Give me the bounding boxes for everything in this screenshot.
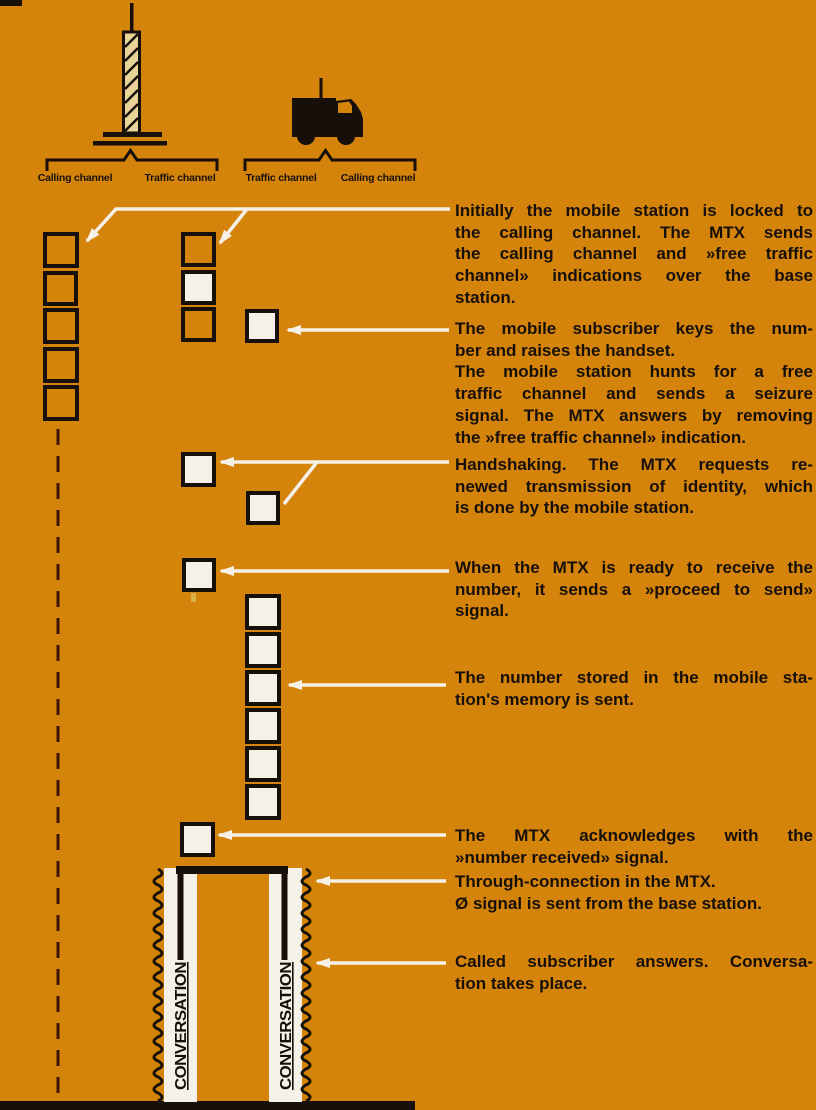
label-base-calling-channel: Calling channel [37,172,113,184]
annotation-line: station. [455,287,516,307]
annotation-line: the calling channel and »free traffic [455,244,813,264]
conversation-label-right: CONVERSATION [278,968,295,1090]
scan-artifact-bottom [0,1101,415,1110]
mobile-station-bracket [245,151,415,172]
annotation-line: The mobile subscriber keys the num- [455,319,813,338]
label-base-traffic-channel: Traffic channel [144,172,216,184]
annotation-line: the »free traffic channel» indication. [455,427,746,447]
radio-tower-icon [93,3,167,146]
annotation-line: newed transmission of identity, which [455,476,813,496]
annotation-proceed-to-send [455,557,813,622]
arrow-locked-to-calling-left [87,209,450,241]
annotation-line: »number received» signal. [455,847,669,867]
annotation-line: tion takes place. [455,973,588,993]
annotation-line: Ø signal is sent from the base station. [455,893,763,913]
annotation-line: When the MTX is ready to receive the [455,558,813,577]
annotation-conversation [455,951,813,994]
zigzag-left [154,869,162,1101]
annotation-line: The mobile station hunts for a free [455,362,813,382]
tick-mark [191,593,196,602]
annotation-seizure [455,318,813,448]
annotation-number-received [455,825,813,868]
conversation-frame [154,866,310,1102]
annotation-arrows [87,209,450,963]
annotation-line: number, it sends a »proceed to send» [455,579,813,599]
zigzag-right [302,869,310,1101]
annotation-line: signal. The MTX answers by removing [455,405,813,425]
annotation-line: Through-connection in the MTX. [455,872,716,891]
annotation-line: traffic channel and sends a seizure [455,384,813,404]
annotation-line: Initially the mobile station is locked to [455,201,813,220]
annotation-line: The number stored in the mobile sta- [455,668,813,687]
annotation-through-connection [455,871,813,914]
annotation-line: tion's memory is sent. [455,689,634,709]
arrow-locked-to-calling-mid [220,209,247,243]
annotation-locked-to-calling [455,200,813,309]
annotation-line: The MTX acknowledges with the [455,826,813,845]
annotation-number-sent [455,667,813,710]
label-mobile-traffic-channel: Traffic channel [245,172,317,184]
annotation-line: signal. [455,601,509,621]
through-connection-bar [176,866,288,874]
annotation-line: is done by the mobile station. [455,498,694,518]
label-mobile-calling-channel: Calling channel [340,172,416,184]
annotation-line: Handshaking. The MTX requests re- [455,455,813,474]
base-station-bracket [47,151,217,172]
conversation-label-left: CONVERSATION [173,968,190,1090]
annotation-line: the calling channel. The MTX sends [455,222,813,242]
truck-icon [292,78,363,145]
annotation-line: ber and raises the handset. [455,340,676,360]
annotation-line: Called subscriber answers. Conversa- [455,952,813,971]
arrow-handshaking-branch [284,462,317,504]
scan-artifact-top [0,0,22,6]
annotation-handshaking [455,454,813,519]
annotation-line: channel» indications over the base [455,266,813,286]
